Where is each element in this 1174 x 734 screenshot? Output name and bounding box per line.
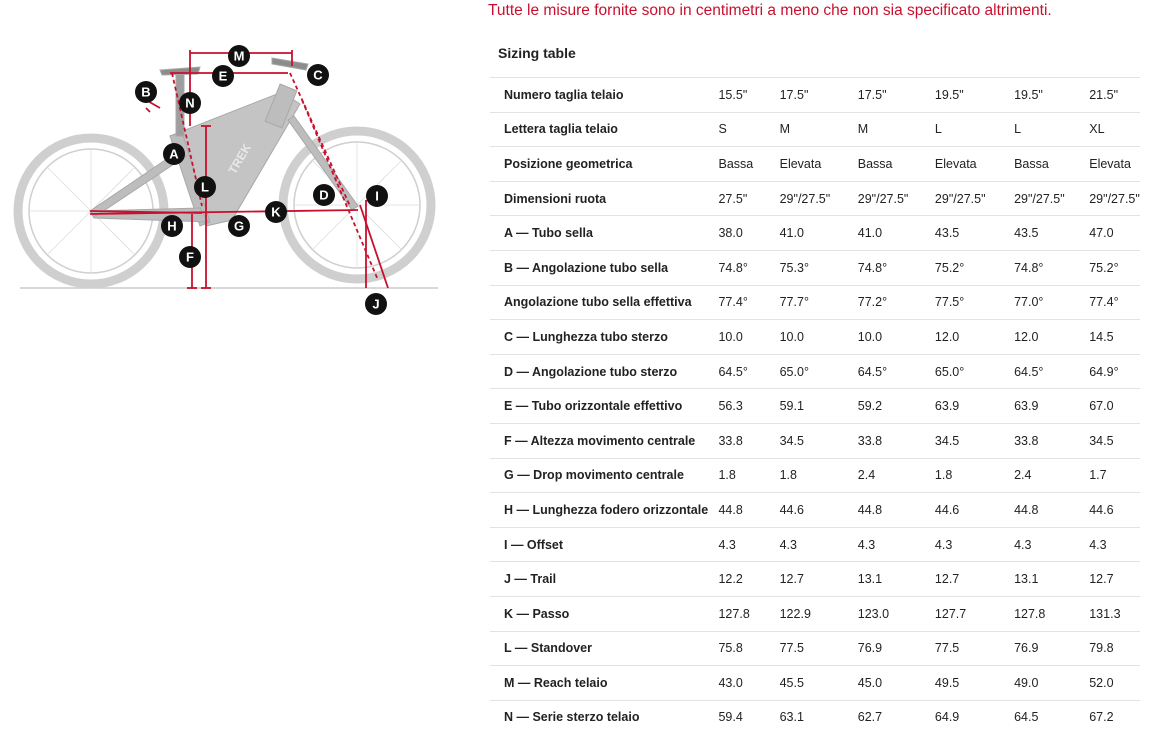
table-cell: 74.8° [1014, 250, 1089, 285]
table-cell: Bassa [1014, 147, 1089, 182]
table-cell: XL [1089, 112, 1140, 147]
label-m-badge [228, 45, 250, 67]
table-cell: 14.5 [1089, 320, 1140, 355]
table-cell: Bassa [718, 147, 779, 182]
svg-text:M: M [233, 48, 245, 64]
table-cell: 13.1 [1014, 562, 1089, 597]
table-cell: 47.0 [1089, 216, 1140, 251]
table-cell: 59.1 [780, 389, 858, 424]
row-label: C — Lunghezza tubo sterzo [490, 320, 718, 355]
table-cell: 34.5 [935, 423, 1014, 458]
table-cell: 77.5 [780, 631, 858, 666]
svg-text:K: K [271, 204, 281, 220]
row-label: E — Tubo orizzontale effettivo [490, 389, 718, 424]
table-cell: 29"/27.5" [1014, 181, 1089, 216]
svg-text:F: F [186, 249, 194, 265]
table-cell: 15.5" [718, 78, 779, 113]
table-cell: 44.8 [718, 493, 779, 528]
table-cell: L [1014, 112, 1089, 147]
table-cell: 62.7 [858, 700, 935, 734]
table-cell: 29"/27.5" [935, 181, 1014, 216]
label-c-badge [307, 64, 329, 86]
table-cell: 41.0 [780, 216, 858, 251]
label-b-badge [135, 81, 157, 103]
table-cell: 17.5" [858, 78, 935, 113]
label-f-badge [179, 246, 201, 268]
table-cell: 1.8 [718, 458, 779, 493]
table-row [490, 562, 1140, 597]
frame-brand: TREK [225, 141, 254, 177]
table-cell: 2.4 [1014, 458, 1089, 493]
table-cell: 33.8 [858, 423, 935, 458]
table-cell: 64.9° [1089, 354, 1140, 389]
table-cell: 12.7 [780, 562, 858, 597]
svg-text:J: J [372, 296, 380, 312]
table-cell: 75.2° [935, 250, 1014, 285]
table-cell: 77.7° [780, 285, 858, 320]
table-cell: 77.4° [1089, 285, 1140, 320]
label-l-badge [194, 176, 216, 198]
table-cell: 63.9 [935, 389, 1014, 424]
table-cell: 77.4° [718, 285, 779, 320]
table-cell: 123.0 [858, 596, 935, 631]
table-cell: Bassa [858, 147, 935, 182]
table-cell: 10.0 [858, 320, 935, 355]
svg-text:I: I [375, 188, 379, 204]
table-cell: 34.5 [1089, 423, 1140, 458]
table-cell: 65.0° [935, 354, 1014, 389]
sizing-table [490, 77, 1140, 734]
table-row [490, 631, 1140, 666]
table-cell: 17.5" [780, 78, 858, 113]
table-cell: 44.8 [1014, 493, 1089, 528]
table-cell: 1.7 [1089, 458, 1140, 493]
table-cell: 38.0 [718, 216, 779, 251]
table-cell: 33.8 [1014, 423, 1089, 458]
label-a-badge [163, 143, 185, 165]
table-cell: 77.0° [1014, 285, 1089, 320]
table-cell: S [718, 112, 779, 147]
svg-text:G: G [233, 218, 245, 234]
row-label: Dimensioni ruota [490, 181, 718, 216]
table-cell: 21.5" [1089, 78, 1140, 113]
table-cell: 4.3 [1089, 527, 1140, 562]
table-cell: 127.8 [1014, 596, 1089, 631]
row-label: Lettera taglia telaio [490, 112, 718, 147]
table-row [490, 112, 1140, 147]
table-cell: 77.2° [858, 285, 935, 320]
label-k-badge [265, 201, 287, 223]
table-cell: 122.9 [780, 596, 858, 631]
row-label: Posizione geometrica [490, 147, 718, 182]
label-d-badge [313, 184, 335, 206]
table-cell: Elevata [1089, 147, 1140, 182]
table-row [490, 527, 1140, 562]
table-cell: 12.7 [1089, 562, 1140, 597]
table-cell: M [780, 112, 858, 147]
table-cell: 49.5 [935, 666, 1014, 701]
row-label: D — Angolazione tubo sterzo [490, 354, 718, 389]
table-cell: 2.4 [858, 458, 935, 493]
table-cell: 79.8 [1089, 631, 1140, 666]
table-cell: 74.8° [718, 250, 779, 285]
table-cell: 67.2 [1089, 700, 1140, 734]
table-cell: 75.2° [1089, 250, 1140, 285]
svg-text:E: E [218, 68, 228, 84]
label-i-badge [366, 185, 388, 207]
table-cell: 65.0° [780, 354, 858, 389]
table-cell: 127.8 [718, 596, 779, 631]
table-cell: 59.4 [718, 700, 779, 734]
table-row [490, 147, 1140, 182]
row-label: H — Lunghezza fodero orizzontale [490, 493, 718, 528]
table-cell: 74.8° [858, 250, 935, 285]
table-row [490, 216, 1140, 251]
table-row [490, 389, 1140, 424]
table-cell: 43.5 [1014, 216, 1089, 251]
svg-text:D: D [319, 187, 329, 203]
table-cell: 4.3 [858, 527, 935, 562]
table-cell: 43.0 [718, 666, 779, 701]
table-cell: 12.0 [935, 320, 1014, 355]
table-row [490, 666, 1140, 701]
table-row [490, 250, 1140, 285]
row-label: M — Reach telaio [490, 666, 718, 701]
label-h-badge [161, 215, 183, 237]
table-cell: 56.3 [718, 389, 779, 424]
table-cell: Elevata [935, 147, 1014, 182]
table-cell: 45.0 [858, 666, 935, 701]
row-label: Numero taglia telaio [490, 78, 718, 113]
table-cell: M [858, 112, 935, 147]
table-cell: 19.5" [935, 78, 1014, 113]
table-cell: 64.5 [1014, 700, 1089, 734]
label-n-badge [179, 92, 201, 114]
svg-text:C: C [313, 67, 323, 83]
table-cell: 45.5 [780, 666, 858, 701]
table-row [490, 320, 1140, 355]
table-row [490, 78, 1140, 113]
sizing-table-title: Sizing table [498, 45, 576, 61]
table-cell: 59.2 [858, 389, 935, 424]
table-cell: 13.1 [858, 562, 935, 597]
table-row [490, 458, 1140, 493]
table-cell: 10.0 [718, 320, 779, 355]
table-row [490, 493, 1140, 528]
table-cell: 77.5 [935, 631, 1014, 666]
row-label: J — Trail [490, 562, 718, 597]
table-cell: 64.5° [1014, 354, 1089, 389]
table-row [490, 285, 1140, 320]
table-row [490, 596, 1140, 631]
table-cell: 4.3 [780, 527, 858, 562]
table-cell: 1.8 [780, 458, 858, 493]
table-cell: 4.3 [1014, 527, 1089, 562]
table-cell: 12.0 [1014, 320, 1089, 355]
table-cell: 67.0 [1089, 389, 1140, 424]
table-cell: 12.2 [718, 562, 779, 597]
table-cell: 34.5 [780, 423, 858, 458]
table-row [490, 181, 1140, 216]
table-cell: 29"/27.5" [858, 181, 935, 216]
table-cell: 77.5° [935, 285, 1014, 320]
table-cell: 12.7 [935, 562, 1014, 597]
label-g-badge [228, 215, 250, 237]
table-row [490, 423, 1140, 458]
table-row [490, 354, 1140, 389]
table-cell: 49.0 [1014, 666, 1089, 701]
row-label: G — Drop movimento centrale [490, 458, 718, 493]
row-label: B — Angolazione tubo sella [490, 250, 718, 285]
table-cell: 76.9 [1014, 631, 1089, 666]
table-cell: 44.8 [858, 493, 935, 528]
row-label: Angolazione tubo sella effettiva [490, 285, 718, 320]
svg-text:H: H [167, 218, 177, 234]
table-cell: 44.6 [780, 493, 858, 528]
table-cell: Elevata [780, 147, 858, 182]
table-cell: 4.3 [718, 527, 779, 562]
table-cell: 64.9 [935, 700, 1014, 734]
table-cell: 63.9 [1014, 389, 1089, 424]
table-row [490, 700, 1140, 734]
table-cell: 127.7 [935, 596, 1014, 631]
table-cell: 10.0 [780, 320, 858, 355]
table-cell: 1.8 [935, 458, 1014, 493]
table-cell: 33.8 [718, 423, 779, 458]
row-label: A — Tubo sella [490, 216, 718, 251]
table-cell: 131.3 [1089, 596, 1140, 631]
row-label: L — Standover [490, 631, 718, 666]
svg-text:L: L [201, 179, 209, 195]
table-cell: 64.5° [718, 354, 779, 389]
table-cell: 75.3° [780, 250, 858, 285]
table-cell: 43.5 [935, 216, 1014, 251]
table-cell: 44.6 [935, 493, 1014, 528]
row-label: I — Offset [490, 527, 718, 562]
label-e-badge [212, 65, 234, 87]
svg-text:B: B [141, 84, 151, 100]
table-cell: 27.5" [718, 181, 779, 216]
table-cell: 29"/27.5" [780, 181, 858, 216]
table-cell: 63.1 [780, 700, 858, 734]
label-j-badge [365, 293, 387, 315]
svg-text:A: A [169, 146, 179, 162]
row-label: N — Serie sterzo telaio [490, 700, 718, 734]
table-cell: 75.8 [718, 631, 779, 666]
units-notice: Tutte le misure fornite sono in centimetri a meno che non sia specificato altrimenti. [488, 2, 1052, 19]
table-cell: 76.9 [858, 631, 935, 666]
table-cell: 41.0 [858, 216, 935, 251]
row-label: K — Passo [490, 596, 718, 631]
table-cell: 4.3 [935, 527, 1014, 562]
table-cell: 52.0 [1089, 666, 1140, 701]
table-cell: L [935, 112, 1014, 147]
table-cell: 44.6 [1089, 493, 1140, 528]
bike-geometry-diagram [10, 30, 450, 330]
table-cell: 29"/27.5" [1089, 181, 1140, 216]
svg-text:N: N [185, 95, 195, 111]
table-cell: 19.5" [1014, 78, 1089, 113]
table-cell: 64.5° [858, 354, 935, 389]
row-label: F — Altezza movimento centrale [490, 423, 718, 458]
